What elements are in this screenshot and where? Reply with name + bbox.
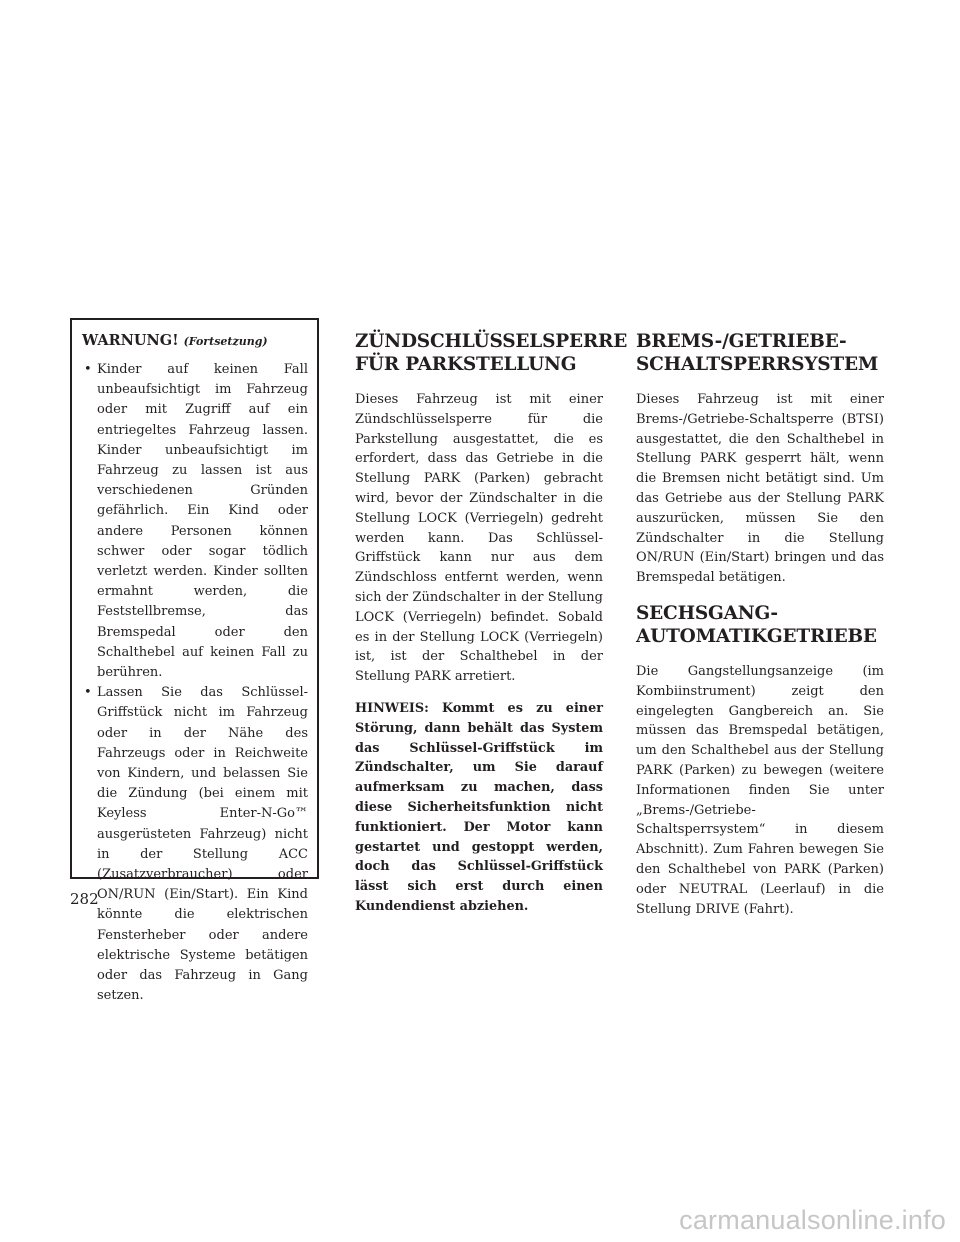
warning-heading bbox=[82, 331, 308, 351]
middle-column bbox=[355, 318, 628, 917]
warning-bullet-list bbox=[82, 360, 308, 1007]
section-body-btsi: Dieses Fahrzeug ist mit einer Brems-/Getriebe-Schaltsperre (BTSI) ausgestattet, die den Schalthebel in Stellung PARK gesperrt hält, wenn die Bremsen nicht betätigt sind. Um das Getriebe aus der Stellung PARK auszurücken, müssen Sie den Zündschalter in die Stellung ON/RUN (Ein/Start) bringen und das Bremspedal betätigen. bbox=[636, 392, 884, 586]
bullet-icon: • bbox=[84, 685, 92, 701]
section-body-gearbox: Die Gangstellungsanzeige (im Kombiinstrument) zeigt den eingelegten Gangbereich an. Sie müssen das Bremspedal betätigen, um den Schalthebel aus der Stellung PARK (Parken) zu bewegen (weitere Informationen finden Sie unter „Brems-/Getriebe-Schaltsperrsystem“ in diesem Abschnitt). Zum Fahren bewegen Sie den Schalthebel von PARK (Parken) oder NEUTRAL (Leerlauf) in die Stellung DRIVE (Fahrt). bbox=[636, 663, 884, 917]
section-title-ignition-lock: ZÜNDSCHLÜSSELSPERRE FÜR PARKSTELLUNG bbox=[355, 331, 628, 375]
right-column bbox=[636, 318, 884, 919]
note-ignition-lock: HINWEIS: Kommt es zu einer Störung, dann behält das System das Schlüssel-Griffstück im Zündschalter, um Sie darauf aufmerksam zu machen, dass diese Sicherheitsfunktion nicht funktioniert. Der Motor kann gestartet und gestoppt werden, doch das Schlüssel-Griffstück lässt sich erst durch einen Kundendienst abziehen. bbox=[355, 700, 603, 914]
page-number: 282 bbox=[70, 890, 99, 908]
warning-continued: (Fortsetzung) bbox=[183, 335, 268, 348]
section-title-gearbox: SECHSGANG-AUTOMATIKGETRIEBE bbox=[636, 602, 877, 647]
watermark: carmanualsonline.info bbox=[679, 1205, 946, 1235]
warning-title: WARNUNG! bbox=[82, 332, 179, 349]
section-body-ignition-lock: Dieses Fahrzeug ist mit einer Zündschlüsselsperre für die Parkstellung ausgestattet, die es erfordert, dass das Getriebe in die Stellung PARK (Parken) gebracht wird, bevor der Zündschalter in die Stellung LOCK (Verriegeln) gedreht werden kann. Das Schlüssel-Griffstück kann nur aus dem Zündschloss entfernt werden, wenn sich der Zündschalter in der Stellung LOCK (Verriegeln) befindet. Sobald es in der Stellung LOCK (Verriegeln) ist, ist der Schalthebel in der Stellung PARK arretiert. bbox=[355, 392, 603, 685]
warning-bullet: • Lassen Sie das Schlüssel-Griffstück nicht im Fahrzeug oder in der Nähe des Fahrzeugs oder in Reichweite von Kindern, und belassen Sie die Zündung (bei einem mit Keyless Enter-N-Go™ ausgerüsteten Fahrzeug) nicht in der Stellung ACC (Zusatzverbraucher) oder ON/RUN (Ein/Start). Ein Kind könnte die elektrischen Fensterheber oder andere elektrische Systeme betätigen oder das Fahrzeug in Gang setzen. bbox=[84, 685, 308, 1004]
bullet-icon: • bbox=[84, 362, 92, 377]
section-title-btsi: BREMS-/GETRIEBE-SCHALTSPERRSYSTEM bbox=[636, 331, 879, 375]
warning-bullet: • Kinder auf keinen Fall unbeaufsichtigt im Fahrzeug oder mit Zugriff auf ein entriegeltes Fahrzeug lassen. Kinder unbeaufsichtigt im Fahrzeug zu lassen ist aus verschiedenen Gründen gefährlich. Ein Kind oder andere Personen können schwer oder sogar tödlich verletzt werden. Kinder sollten ermahnt werden, die Feststellbremse, das Bremspedal oder den Schalthebel auf keinen Fall zu berühren. bbox=[84, 362, 308, 681]
